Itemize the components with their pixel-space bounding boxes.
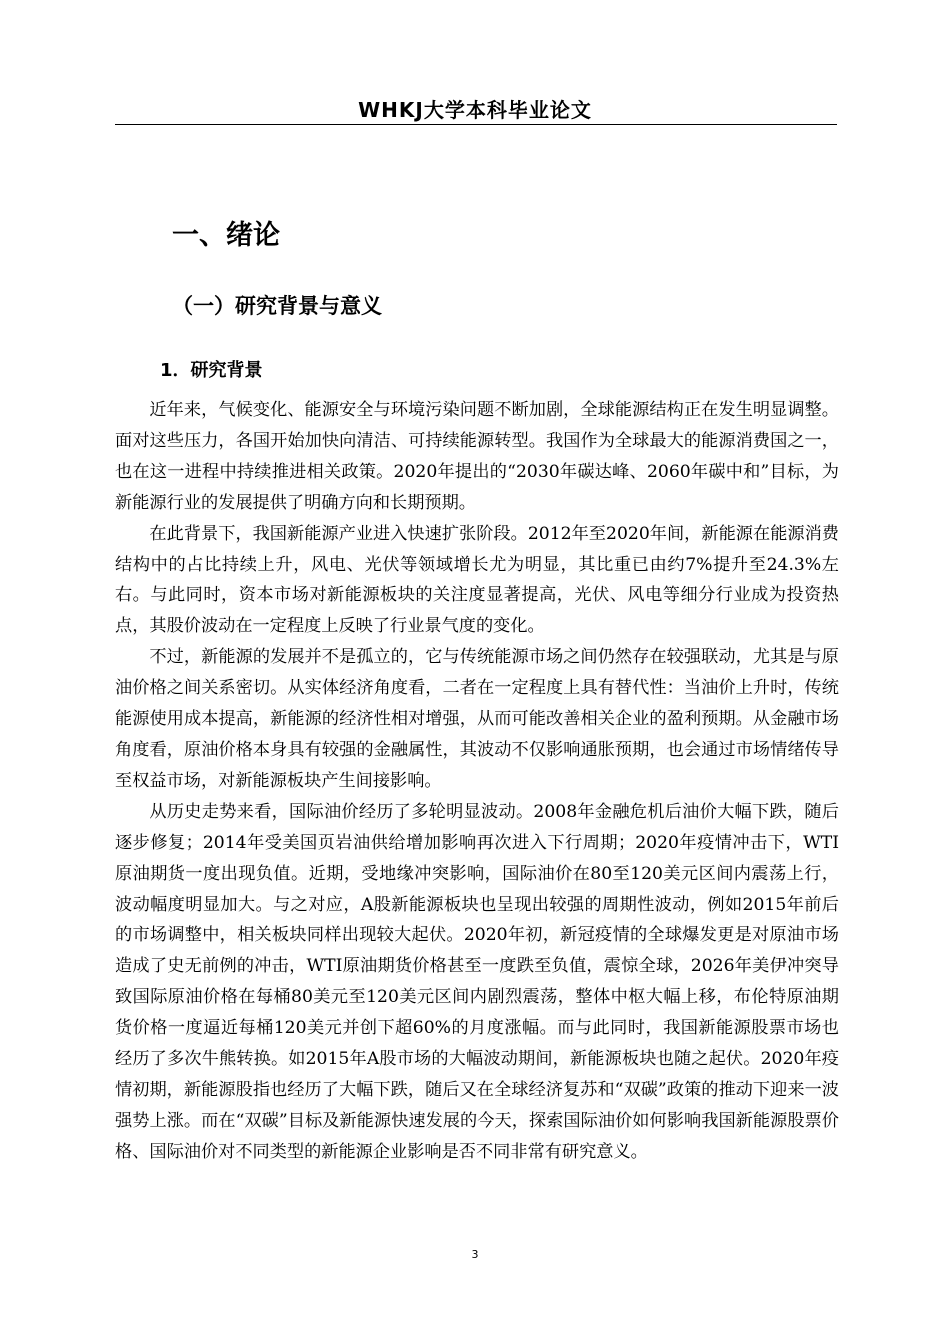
running-header-title: WHKJ大学本科毕业论文 [358,98,592,122]
page-number: 3 [471,1248,479,1261]
header-divider [115,124,837,125]
paragraph: 近年来，气候变化、能源安全与环境污染问题不断加剧，全球能源结构正在发生明显调整。面对这些压力，各国开始加快向清洁、可持续能源转型。我国作为全球最大的能源消费国之一，也在这一进程中持续推进相关政策。2020年提出的“2030年碳达峰、2060年碳中和”目标，为新能源行业的发展提供了明确方向和长期预期。 [115,400,839,513]
subsection-heading: 1．研究背景 [160,360,263,381]
body-text [115,395,839,1168]
section-heading: （一）研究背景与意义 [172,294,382,318]
chapter-heading: 一、绪论 [172,220,280,251]
paragraph: 从历史走势来看，国际油价经历了多轮明显波动。2008年金融危机后油价大幅下跌，随后逐步修复；2014年受美国页岩油供给增加影响再次进入下行周期；2020年疫情冲击下，WTI原油期货一度出现负值。近期，受地缘冲突影响，国际油价在80至120美元区间内震荡上行，波动幅度明显加大。与之对应，A股新能源板块也呈现出较强的周期性波动，例如2015年前后的市场调整中，相关板块同样出现较大起伏。2020年初，新冠疫情的全球爆发更是对原油市场造成了史无前例的冲击，WTI原油期货价格甚至一度跌至负值，震惊全球，2026年美伊冲突导致国际原油价格在每桶80美元至120美元区间内剧烈震荡，整体中枢大幅上移，布伦特原油期货价格一度逼近每桶120美元并创下超60%的月度涨幅。而与此同时，我国新能源股票市场也经历了多次牛熊转换。如2015年A股市场的大幅波动期间，新能源板块也随之起伏。2020年疫情初期，新能源股指也经历了大幅下跌，随后又在全球经济复苏和“双碳”政策的推动下迎来一波强势上涨。而在“双碳”目标及新能源快速发展的今天，探索国际油价如何影响我国新能源股票价格、国际油价对不同类型的新能源企业影响是否不同非常有研究意义。 [115,801,839,1162]
paragraph: 在此背景下，我国新能源产业进入快速扩张阶段。2012年至2020年间，新能源在能源消费结构中的占比持续上升，风电、光伏等领域增长尤为明显，其比重已由约7%提升至24.3%左右。与此同时，资本市场对新能源板块的关注度显著提高，光伏、风电等细分行业成为投资热点，其股价波动在一定程度上反映了行业景气度的变化。 [115,523,839,637]
paragraph: 不过，新能源的发展并不是孤立的，它与传统能源市场之间仍然存在较强联动，尤其是与原油价格之间关系密切。从实体经济角度看，二者在一定程度上具有替代性：当油价上升时，传统能源使用成本提高，新能源的经济性相对增强，从而可能改善相关企业的盈利预期。从金融市场角度看，原油价格本身具有较强的金融属性，其波动不仅影响通胀预期，也会通过市场情绪传导至权益市场，对新能源板块产生间接影响。 [115,647,839,791]
